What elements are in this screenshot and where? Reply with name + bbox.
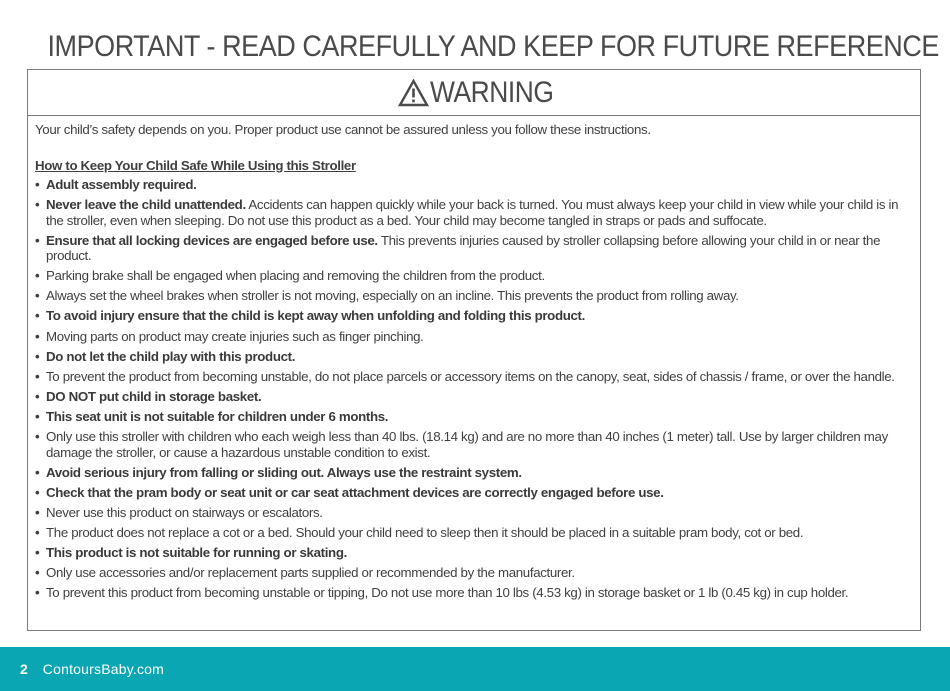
warning-box xyxy=(27,69,921,631)
footer-bar xyxy=(0,647,950,691)
list-item-text: Parking brake shall be engaged when placing and removing the children from the product. xyxy=(46,268,545,284)
list-item xyxy=(35,308,912,324)
list-item xyxy=(35,485,912,501)
list-item xyxy=(35,329,912,345)
warning-header xyxy=(28,70,920,116)
list-item xyxy=(35,545,912,561)
list-item xyxy=(35,465,912,481)
list-item xyxy=(35,505,912,521)
list-item-text: Only use accessories and/or replacement parts supplied or recommended by the manufacturer. xyxy=(46,565,575,581)
list-item-bold: Check that the pram body or seat unit or car seat attachment devices are correctly engaged before use. xyxy=(46,484,664,500)
list-item-text: Only use this stroller with children who each weigh less than 40 lbs. (18.14 kg) and are no more than 40 inches (1 meter) tall. Use by larger children may damage the stroller, or cause a hazardous unstable condition to exist. xyxy=(46,429,888,460)
list-item-bold: DO NOT put child in storage basket. xyxy=(46,388,262,404)
list-item-text: Accidents can happen quickly while your back is turned. You must always keep your child in view while your child is in the stroller, even when sleeping. Do not use this product as a bed. Your child may become tangled in straps or pads and suffocate. xyxy=(46,197,899,228)
list-item-bold: Ensure that all locking devices are engaged before use. xyxy=(46,232,378,248)
list-item xyxy=(35,197,912,228)
list-item-bold: Adult assembly required. xyxy=(46,177,197,192)
list-item-text: Always set the wheel brakes when stroller is not moving, especially on an incline. This prevents the product from rolling away. xyxy=(46,288,739,304)
page-title: IMPORTANT - READ CAREFULLY AND KEEP FOR FUTURE REFERENCE xyxy=(47,30,939,63)
list-item-bold: Do not let the child play with this product. xyxy=(46,348,296,364)
safety-list xyxy=(35,177,912,601)
list-item xyxy=(35,525,912,541)
section-title: How to Keep Your Child Safe While Using this Stroller xyxy=(35,157,356,173)
list-item xyxy=(35,177,912,193)
list-item xyxy=(35,585,912,601)
list-item xyxy=(35,233,912,264)
list-item-text: This prevents injuries caused by stroller collapsing before allowing your child in or near the product. xyxy=(46,232,881,264)
list-item xyxy=(35,409,912,425)
warning-content xyxy=(28,116,920,601)
list-item xyxy=(35,389,912,405)
list-item-bold: This product is not suitable for running or skating. xyxy=(46,545,347,560)
list-item-text: The product does not replace a cot or a bed. Should your child need to sleep then it should be placed in a suitable pram body, cot or bed. xyxy=(46,524,804,540)
list-item xyxy=(35,288,912,304)
list-item xyxy=(35,429,912,460)
list-item-bold: This seat unit is not suitable for children under 6 months. xyxy=(46,408,389,424)
list-item xyxy=(35,268,912,284)
list-item-bold: Avoid serious injury from falling or sliding out. Always use the restraint system. xyxy=(46,464,522,480)
list-item-text: Moving parts on product may create injuries such as finger pinching. xyxy=(46,328,424,344)
list-item-bold: Never leave the child unattended. xyxy=(46,197,246,213)
website-link[interactable]: ContoursBaby.com xyxy=(42,661,165,677)
list-item-text: To prevent this product from becoming unstable or tipping, Do not use more than 10 lbs (4.53 kg) in storage basket or 1 lb (0.45 kg) in cup holder. xyxy=(46,585,849,601)
list-item-text: To prevent the product from becoming unstable, do not place parcels or accessory items on the canopy, seat, sides of chassis / frame, or over the handle. xyxy=(46,368,895,384)
list-item xyxy=(35,369,912,385)
list-item xyxy=(35,349,912,365)
list-item-bold: To avoid injury ensure that the child is kept away when unfolding and folding this product. xyxy=(46,308,585,324)
intro-text: Your child’s safety depends on you. Proper product use cannot be assured unless you follow these instructions. xyxy=(35,122,651,137)
warning-label: WARNING xyxy=(429,75,554,109)
list-item xyxy=(35,565,912,581)
warning-triangle-icon xyxy=(398,79,429,107)
page-number: 2 xyxy=(20,661,28,677)
list-item-text: Never use this product on stairways or escalators. xyxy=(46,504,323,520)
